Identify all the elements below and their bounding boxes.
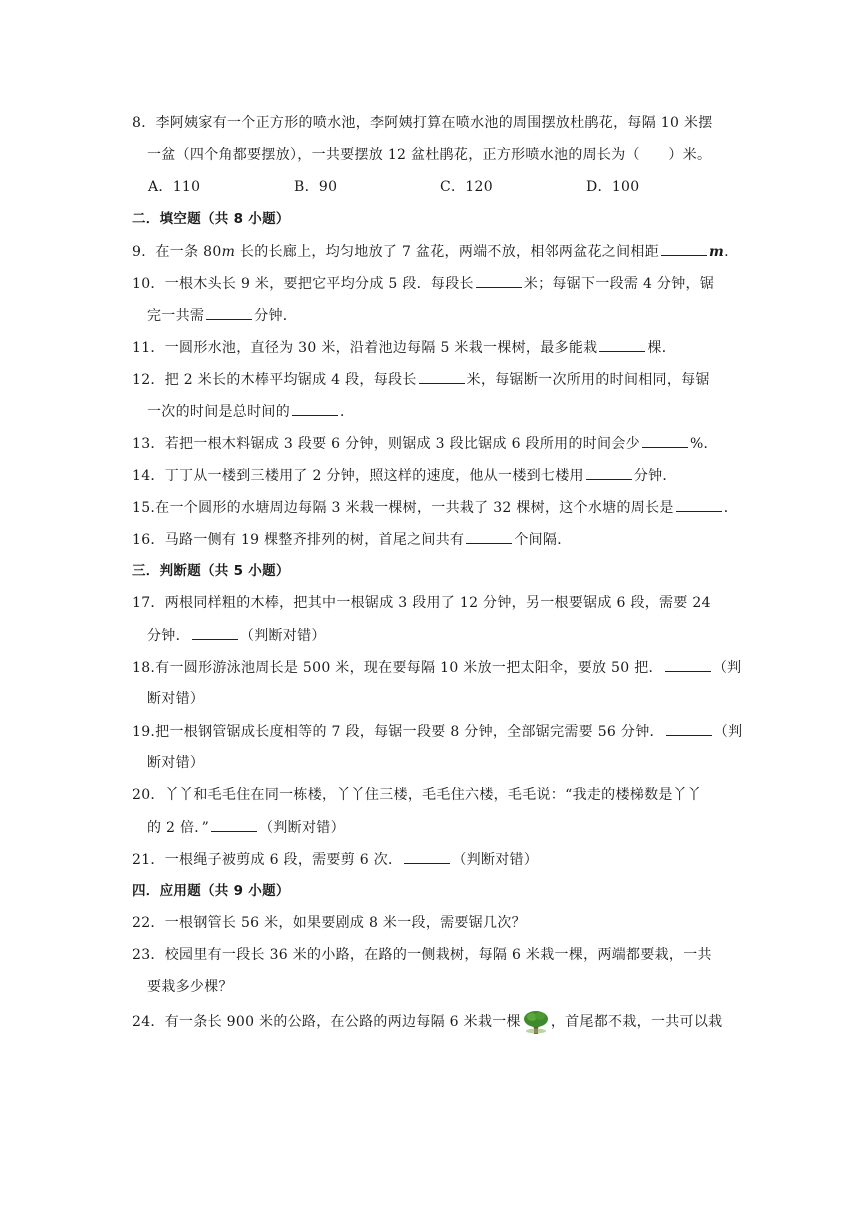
q12-answer-blank-1[interactable] (419, 369, 465, 384)
q8-option-b[interactable]: B．90 (294, 179, 338, 195)
q9-text-middle: 长的长廊上，均匀地放了 7 盆花，两端不放，相邻两盆花之间相距 (235, 244, 660, 260)
q20-text-b: （判断对错） (259, 820, 345, 836)
q24-text-a: 24．有一条长 900 米的公路，在公路的两边每隔 6 米栽一棵 (132, 1014, 521, 1030)
q22: 22．一根钢管长 56 米，如果要剧成 8 米一段，需要锯几次？ (132, 915, 526, 931)
q12-line2 (132, 401, 732, 433)
q18-answer-blank[interactable] (665, 657, 711, 672)
q10-line1 (132, 273, 732, 305)
q9-unit: m (221, 244, 236, 260)
q10-text-d: 分钟． (254, 308, 298, 324)
q8-option-d[interactable]: D．100 (586, 179, 640, 195)
q19-answer-blank[interactable] (666, 721, 712, 736)
q11-answer-blank[interactable] (599, 337, 645, 352)
q13-text-a: 13．若把一根木料锯成 3 段要 6 分钟，则锯成 3 段比锯成 6 段所用的时间会少 (132, 436, 640, 452)
q17-line2 (132, 625, 732, 657)
q14-answer-blank[interactable] (586, 465, 632, 480)
q12-text-a: 12．把 2 米长的木棒平均锯成 4 段，每段长 (132, 372, 417, 388)
q9-text-start: 9．在一条 80 (132, 244, 222, 260)
section-application-title: 四．应用题（共 9 小题） (132, 883, 290, 899)
q11 (132, 337, 732, 369)
q14 (132, 465, 732, 497)
q16-answer-blank[interactable] (466, 529, 512, 544)
section-true-false-title: 三．判断题（共 5 小题） (132, 563, 290, 579)
q13 (132, 433, 732, 465)
q18-line1 (132, 657, 742, 689)
q21-text-b: （判断对错） (452, 852, 539, 868)
q19-text-b: （判 (713, 724, 743, 740)
q10-answer-blank-1[interactable] (476, 273, 522, 288)
q18-text-a: 18.有一圆形游泳池周长是 500 米，现在要每隔 10 米放一把太阳伞，要放 50 把． (132, 660, 663, 676)
section-fill-in-title: 二．填空题（共 8 小题） (132, 211, 290, 227)
q24-line1 (132, 1009, 732, 1041)
q23-line2: 要栽多少棵？ (147, 979, 233, 995)
worksheet-content (132, 113, 743, 1041)
q10-text-c: 完一共需 (147, 308, 205, 324)
q9 (132, 241, 732, 273)
q19-line2: 断对错） (147, 755, 205, 771)
q17-text-a: 分钟． (147, 628, 190, 644)
tree-icon (523, 1009, 549, 1041)
q9-unit-end: m (709, 244, 725, 260)
q24-text-b: ，首尾都不栽，一共可以栽 (550, 1014, 723, 1030)
q10-text-a: 10．一根木头长 9 米，要把它平均分成 5 段．每段长 (132, 276, 474, 292)
q19-text-a: 19.把一根钢管锯成长度相等的 7 段，每锯一段要 8 分钟，全部锯完需要 56 分钟． (132, 724, 664, 740)
q8-line1: 8．李阿姨家有一个正方形的喷水池，李阿姨打算在喷水池的周围摆放杜鹃花，每隔 10 米摆 (132, 115, 713, 131)
q15-answer-blank[interactable] (676, 497, 722, 512)
q10-line2 (132, 305, 732, 337)
q16-text-b: 个间隔． (514, 532, 572, 548)
q23-line1: 23．校园里有一段长 36 米的小路，在路的一侧栽树，每隔 6 米栽一棵，两端都要栽，一共 (132, 947, 712, 963)
q13-answer-blank[interactable] (642, 433, 688, 448)
q12-answer-blank-2[interactable] (292, 401, 338, 416)
q9-answer-blank[interactable] (661, 241, 707, 256)
q21-answer-blank[interactable] (404, 849, 450, 864)
q17-answer-blank[interactable] (192, 625, 238, 640)
q11-text-b: 棵． (647, 340, 677, 356)
q8-option-a[interactable]: A．110 (148, 179, 201, 195)
q8-line2: 一盆（四个角都要摆放），一共要摆放 12 盆杜鹃花，正方形喷水池的周长为（ ）米。 (147, 147, 712, 163)
q20-line2 (132, 817, 732, 849)
q12-line1 (132, 369, 732, 401)
q12-text-d: ． (340, 404, 355, 420)
q10-answer-blank-2[interactable] (206, 305, 252, 320)
q16 (132, 529, 732, 561)
q8-options (132, 177, 732, 209)
q11-text-a: 11．一圆形水池，直径为 30 米，沿着池边每隔 5 米栽一棵树，最多能栽 (132, 340, 598, 356)
q8-option-c[interactable]: C．120 (440, 179, 493, 195)
q14-text-a: 14．丁丁从一楼到三楼用了 2 分钟，照这样的速度，他从一楼到七楼用 (132, 468, 584, 484)
q15-text-a: 15.在一个圆形的水塘周边每隔 3 米栽一棵树，一共栽了 32 棵树，这个水塘的周长是 (132, 500, 674, 516)
q18-line2: 断对错） (147, 691, 205, 707)
q19-line1 (132, 721, 743, 753)
q12-text-c: 一次的时间是总时间的 (147, 404, 290, 420)
q17-line1: 17．两根同样粗的木棒，把其中一根锯成 3 段用了 12 分钟，另一根要锯成 6 段，需要 24 (132, 595, 711, 611)
q18-text-b: （判 (712, 660, 742, 676)
q20-answer-blank[interactable] (211, 817, 257, 832)
q21 (132, 849, 732, 881)
q13-text-b: %． (689, 436, 718, 452)
q15-text-b: ． (723, 500, 738, 516)
q12-text-b: 米，每锯断一次所用的时间相同，每锯 (466, 372, 710, 388)
q20-line1: 20．丫丫和毛毛住在同一栋楼，丫丫住三楼，毛毛住六楼，毛毛说：“我走的楼梯数是丫丫 (132, 787, 702, 803)
q10-text-b: 米；每锯下一段需 4 分钟，锯 (523, 276, 715, 292)
q14-text-b: 分钟． (633, 468, 677, 484)
q20-text-a: 的 2 倍．” (147, 820, 210, 836)
q15 (132, 497, 738, 529)
q16-text-a: 16．马路一侧有 19 棵整齐排列的树，首尾之间共有 (132, 532, 465, 548)
q17-text-b: （判断对错） (239, 628, 326, 644)
q21-text-a: 21．一根绳子被剪成 6 段，需要剪 6 次． (132, 852, 403, 868)
q9-end: . (724, 244, 729, 260)
